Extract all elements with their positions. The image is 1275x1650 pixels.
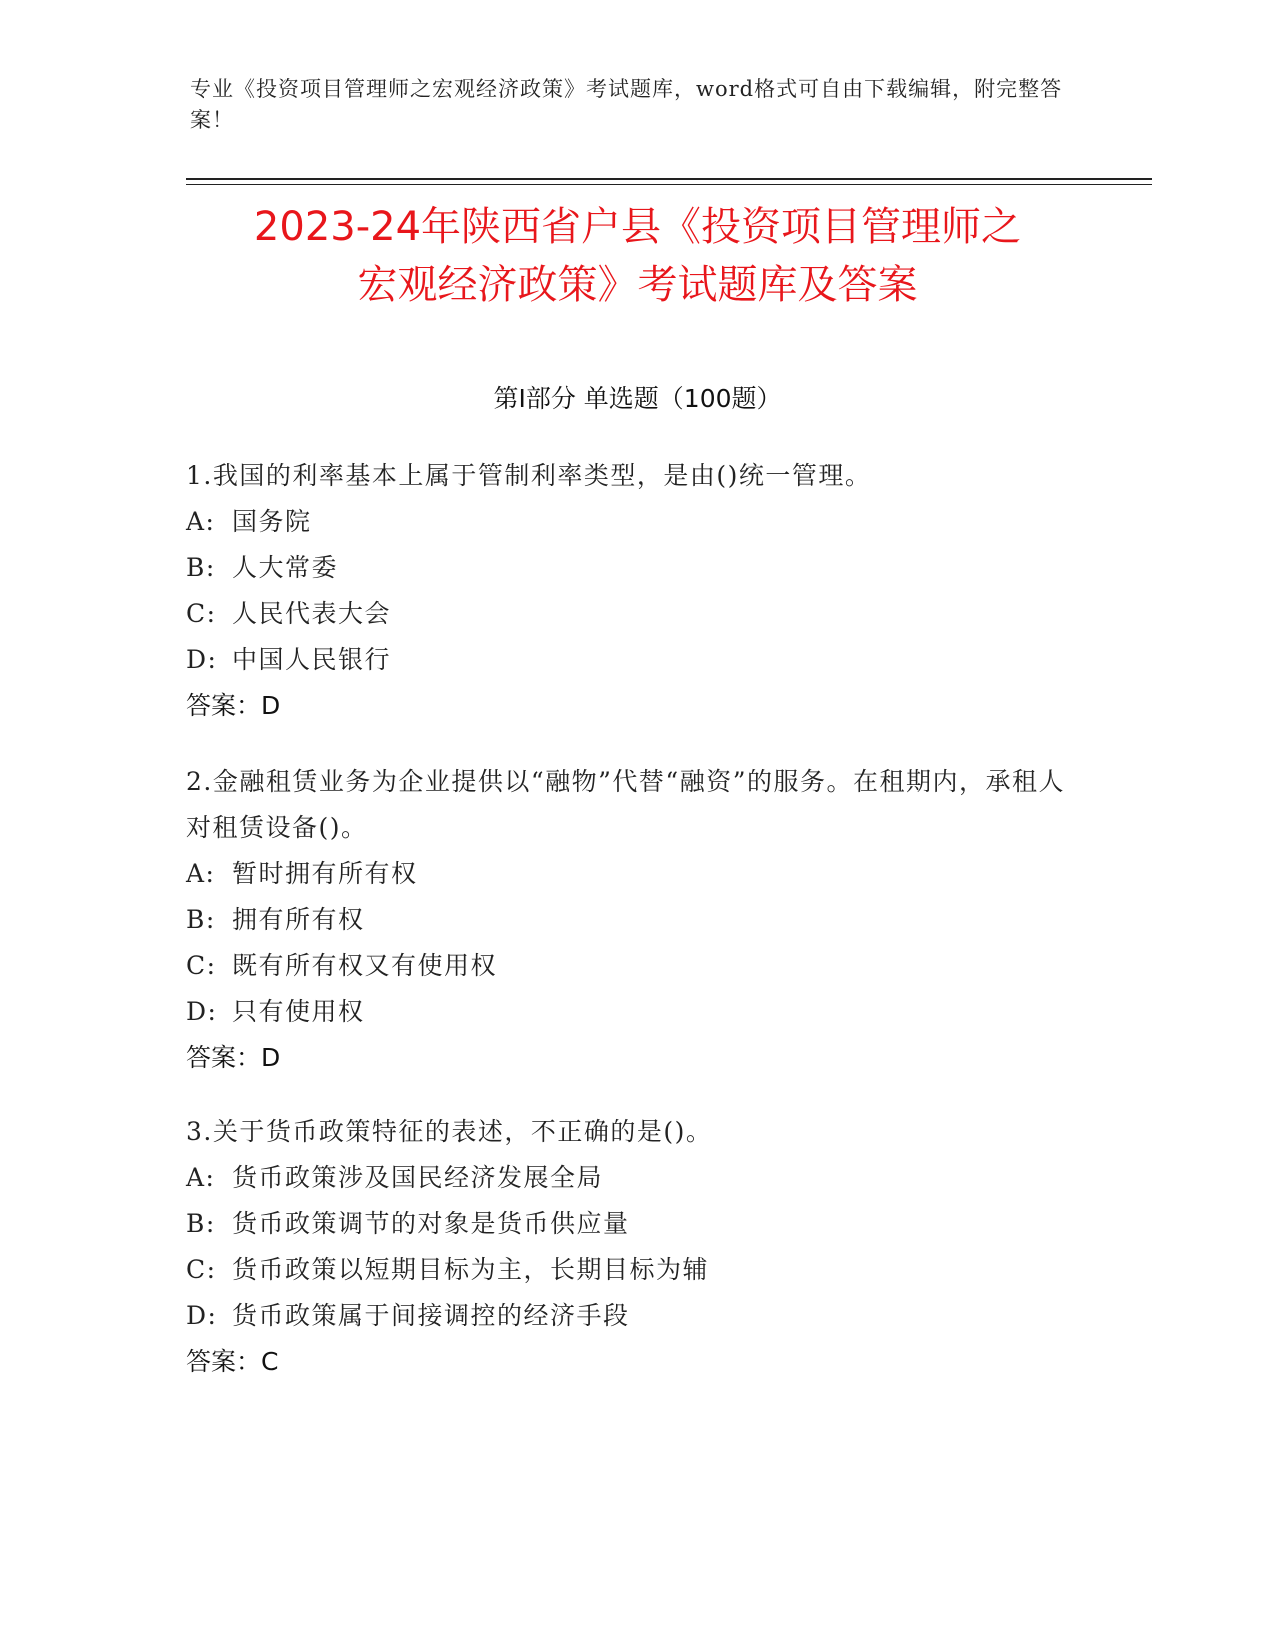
option-key: C:	[186, 951, 217, 980]
option-key: C:	[186, 1255, 217, 1284]
option-b	[186, 897, 1086, 943]
option-text: 既有所有权又有使用权	[232, 951, 498, 980]
option-key: A:	[186, 507, 216, 536]
option-text: 货币政策属于间接调控的经济手段	[232, 1301, 630, 1330]
option-key: D:	[186, 1301, 218, 1330]
option-text: 国务院	[232, 507, 312, 536]
question-block	[186, 1109, 1086, 1385]
header-divider-thin	[186, 184, 1152, 185]
question-block	[186, 453, 1086, 729]
option-text: 中国人民银行	[232, 645, 392, 674]
option-d	[186, 1293, 1086, 1339]
document-title-line-1: 2023-24年陕西省户县《投资项目管理师之	[253, 204, 1022, 250]
option-b	[186, 545, 1086, 591]
option-text: 人大常委	[232, 553, 339, 582]
option-a	[186, 1155, 1086, 1201]
header-divider-thick	[186, 178, 1152, 180]
document-title-line-2: 宏观经济政策》考试题库及答案	[357, 262, 918, 308]
option-a	[186, 499, 1086, 545]
option-d	[186, 637, 1086, 683]
option-key: D:	[186, 997, 218, 1026]
option-key: D:	[186, 645, 218, 674]
option-text: 货币政策以短期目标为主，长期目标为辅	[232, 1255, 710, 1284]
option-key: C:	[186, 599, 217, 628]
header-note: 专业《投资项目管理师之宏观经济政策》考试题库，word格式可自由下载编辑，附完整答案！	[190, 77, 1063, 132]
option-a	[186, 851, 1086, 897]
option-key: B:	[186, 553, 216, 582]
option-c	[186, 591, 1086, 637]
answer-line: 答案：C	[186, 1347, 279, 1376]
option-key: B:	[186, 1209, 216, 1238]
option-key: A:	[186, 859, 216, 888]
option-c	[186, 1247, 1086, 1293]
option-text: 暂时拥有所有权	[232, 859, 418, 888]
question-stem: 3.关于货币政策特征的表述，不正确的是()。	[186, 1117, 713, 1146]
option-key: A:	[186, 1163, 216, 1192]
question-stem: 1.我国的利率基本上属于管制利率类型，是由()统一管理。	[186, 461, 872, 490]
option-b	[186, 1201, 1086, 1247]
option-d	[186, 989, 1086, 1035]
option-text: 拥有所有权	[232, 905, 365, 934]
option-text: 货币政策调节的对象是货币供应量	[232, 1209, 630, 1238]
question-stem: 2.金融租赁业务为企业提供以“融物”代替“融资”的服务。在租期内，承租人对租赁设备()。	[186, 767, 1065, 842]
answer-line: 答案：D	[186, 1043, 281, 1072]
option-key: B:	[186, 905, 216, 934]
question-block	[186, 759, 1086, 1081]
option-text: 货币政策涉及国民经济发展全局	[232, 1163, 604, 1192]
document-title	[150, 198, 1125, 314]
option-text: 人民代表大会	[232, 599, 392, 628]
option-c	[186, 943, 1086, 989]
section-title: 第Ⅰ部分 单选题（100题）	[493, 384, 782, 413]
answer-line: 答案：D	[186, 691, 281, 720]
option-text: 只有使用权	[232, 997, 365, 1026]
